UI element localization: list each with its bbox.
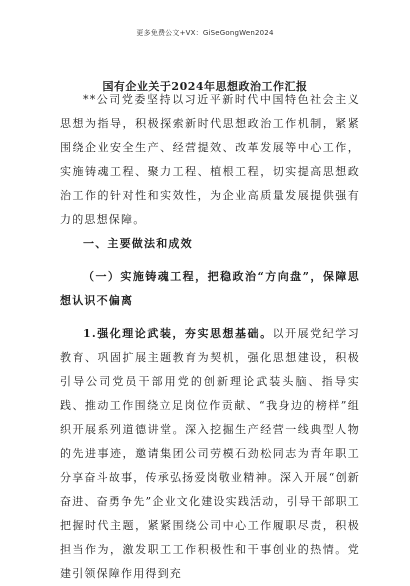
document-title: 国有企业关于2024年思想政治工作汇报 <box>102 80 308 93</box>
section-heading: 一、主要做法和成效 <box>83 237 193 250</box>
subsection-heading: （一）实施铸魂工程，把稳政治“方向盘”，保障思想认识不偏离 <box>60 270 360 307</box>
paragraph-lead: 1.强化理论武装，夯实思想基础。 <box>83 327 273 340</box>
intro-paragraph: **公司党委坚持以习近平新时代中国特色社会主义思想为指导，积极探索新时代思想政治工作机制，紧紧围绕企业安全生产、经营提效、改革发展等中心工作，实施铸魂工程、聚力工程、植根工程，切实提高思想政治工作的针对性和实效性，为企业高质量发展提供强有力的思想保障。 <box>60 93 360 226</box>
header-note: 更多免费公文+VX：GiSeGongWen2024 <box>136 29 274 37</box>
body-paragraph <box>60 322 360 586</box>
paragraph-text: 以开展党纪学习教育、巩固扩展主题教育为契机，强化思想建设，积极引导公司党员干部用党的创新理论武装头脑、指导实践、推动工作围绕立足岗位作贡献、“我身边的榜样”组织开展系列道德讲堂。深入挖掘生产经营一线典型人物的先进事迹，邀请集团公司劳模石劲松同志为青年职工分享奋斗故事，传承弘扬爱岗敬业精神。深入开展“创新奋进、奋勇争先”企业文化建设实践活动，引导干部职工把握时代主题，紧紧围绕公司中心工作履职尽责，积极担当作为，激发职工工作积极性和干事创业的热情。党建引领保障作用得到充 <box>60 327 360 580</box>
